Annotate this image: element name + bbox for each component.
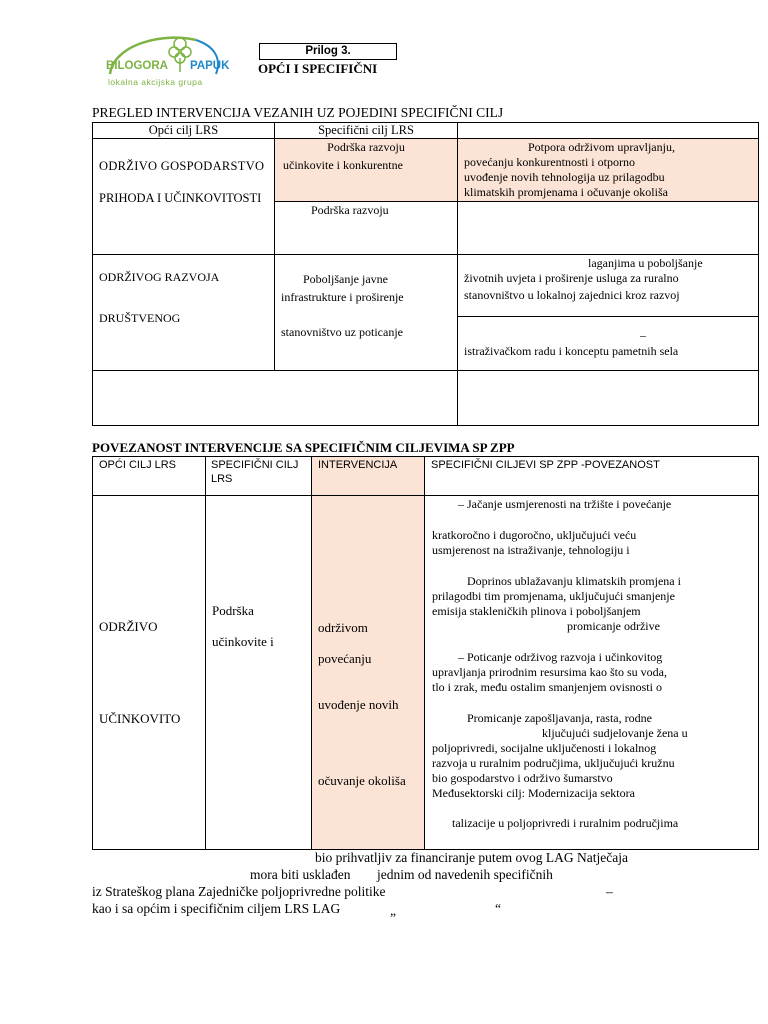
general-goal-line: ODRŽIVOG RAZVOJA — [99, 270, 220, 284]
footer-quote-open: „ — [390, 903, 396, 918]
section2-table — [92, 456, 759, 850]
section1-title: PREGLED INTERVENCIJA VEZANIH UZ POJEDINI SPECIFIČNI CILJ — [92, 105, 504, 120]
general-goal-line: PRIHODA I UČINKOVITOSTI — [99, 191, 262, 205]
intervention-line: povećanju konkurentnosti i otporno — [464, 155, 635, 169]
table1-row1-specific-top — [274, 138, 458, 202]
intervention-line: životnih uvjeta i proširenje usluga za ruralno — [464, 271, 679, 285]
logo-word-left: BILOGORA — [106, 60, 168, 72]
intervention-line: održivom — [318, 620, 368, 635]
table2-general-cell — [92, 495, 206, 850]
table1-row1-intervention-top — [457, 138, 759, 202]
goal-line: – Jačanje usmjerenosti na tržište i povećanje — [458, 497, 672, 511]
table1-row1-intervention-bottom — [457, 201, 759, 255]
intervention-line: povećanju — [318, 651, 372, 666]
general-goal-line: ODRŽIVO GOSPODARSTVO — [99, 159, 265, 173]
specific-goal-line: Podrška razvoju — [327, 140, 405, 154]
table1-row2-intervention-bottom — [457, 316, 759, 371]
logo-word-right: PAPUK — [190, 60, 230, 72]
intervention-line: istraživačkom radu i konceptu pametnih sela — [464, 344, 679, 358]
footer-line-4: kao i sa općim i specifičnim ciljem LRS LAG — [92, 901, 341, 916]
intervention-line: uvođenje novih tehnologija uz prilagodbu — [464, 170, 665, 184]
table2-header-general: OPĆI CILJ LRS — [92, 456, 206, 496]
footer-line-1: bio prihvatljiv za financiranje putem ovog LAG Natječaja — [315, 850, 629, 865]
table1-row1-general — [92, 138, 275, 255]
goal-line: Doprinos ublažavanju klimatskih promjena i — [467, 574, 681, 588]
footer-quote-close: “ — [495, 901, 501, 916]
table1-header-general: Opći cilj LRS — [92, 122, 275, 139]
goal-line: kratkoročno i dugoročno, uključujući veću — [432, 528, 637, 542]
goal-line: tlo i zrak, među ostalim smanjenjem ovisnosti o — [432, 680, 662, 694]
table1-row2-intervention-top — [457, 254, 759, 317]
intervention-line: – — [640, 328, 646, 342]
table2-intervention-cell — [311, 495, 425, 850]
specific-goal-line: infrastrukture i proširenje — [281, 290, 404, 304]
general-goal-line: ODRŽIVO — [99, 619, 158, 634]
general-goal-line: UČINKOVITO — [99, 711, 181, 726]
table1-row2-specific — [274, 254, 458, 371]
goal-line: promicanje održive — [567, 619, 660, 633]
intervention-line: očuvanje okoliša — [318, 773, 406, 788]
goal-line: poljoprivredi, socijalne uključenosti i lokalnog — [432, 741, 657, 755]
goal-line: – Poticanje održivog razvoja i učinkovitog — [458, 650, 663, 664]
specific-goal-line: učinkovite i konkurentne — [283, 158, 403, 172]
section2-title: POVEZANOST INTERVENCIJE SA SPECIFIČNIM CILJEVIMA SP ZPP — [92, 440, 515, 455]
footer-line-2a: mora biti usklađen — [250, 867, 351, 882]
table1-row2-general — [92, 254, 275, 371]
footer-line-3: iz Strateškog plana Zajedničke poljoprivredne politike — [92, 884, 386, 899]
specific-goal-line: stanovništvo uz poticanje — [281, 325, 403, 339]
table2-header-intervention: INTERVENCIJA — [311, 456, 425, 496]
goal-line: emisija stakleničkih plinova i poboljšanjem — [432, 604, 641, 618]
specific-goal-line: Poboljšanje javne — [303, 272, 388, 286]
table1-row1-specific-bottom — [274, 201, 458, 255]
attachment-label: Prilog 3. — [259, 43, 397, 60]
table1-row3-left — [92, 370, 458, 426]
goal-line: Promicanje zapošljavanja, rasta, rodne — [467, 711, 652, 725]
goal-line: talizacije u poljoprivredi i ruralnim područjima — [452, 816, 679, 830]
specific-goal-line: Podrška — [212, 603, 254, 618]
intervention-line: laganjima u poboljšanje — [588, 256, 703, 270]
section1-table — [92, 122, 759, 426]
specific-goal-line: učinkovite i — [212, 634, 274, 649]
table1-row3-right — [457, 370, 759, 426]
goal-line: usmjerenost na istraživanje, tehnologiju i — [432, 543, 630, 557]
footer-line-2b: jednim od navedenih specifičnih — [377, 867, 553, 882]
goal-line: prilagodbi tim promjenama, uključujući smanjenje — [432, 589, 675, 603]
table2-specific-cell — [205, 495, 312, 850]
table1-header-specific: Specifični cilj LRS — [274, 122, 458, 139]
goal-line: razvoja u ruralnim područjima, uključujući kružnu — [432, 756, 675, 770]
table1-header-interventions — [457, 122, 759, 139]
specific-goal-line: Podrška razvoju — [311, 203, 389, 217]
logo-subtitle: lokalna akcijska grupa — [108, 77, 203, 87]
lag-logo — [104, 30, 242, 100]
goal-line: upravljanja prirodnim resursima kao što su voda, — [432, 665, 667, 679]
general-goal-line: DRUŠTVENOG — [99, 311, 181, 325]
table2-header-goals: SPECIFIČNI CILJEVI SP ZPP -POVEZANOST — [424, 456, 759, 496]
document-title: OPĆI I SPECIFIČNI — [258, 61, 378, 76]
footer-dash: – — [606, 884, 613, 899]
intervention-line: klimatskih promjenama i očuvanje okoliša — [464, 185, 668, 199]
goal-line: bio gospodarstvo i održivo šumarstvo — [432, 771, 613, 785]
intervention-line: Potpora održivom upravljanju, — [528, 140, 675, 154]
goal-line: ključujući sudjelovanje žena u — [542, 726, 688, 740]
intervention-line: uvođenje novih — [318, 697, 399, 712]
table2-header-specific: SPECIFIČNI CILJ LRS — [205, 456, 312, 496]
goal-line: Međusektorski cilj: Modernizacija sektora — [432, 786, 635, 800]
table2-goals-cell — [424, 495, 759, 850]
intervention-line: stanovništvo u lokalnoj zajednici kroz razvoj — [464, 288, 680, 302]
